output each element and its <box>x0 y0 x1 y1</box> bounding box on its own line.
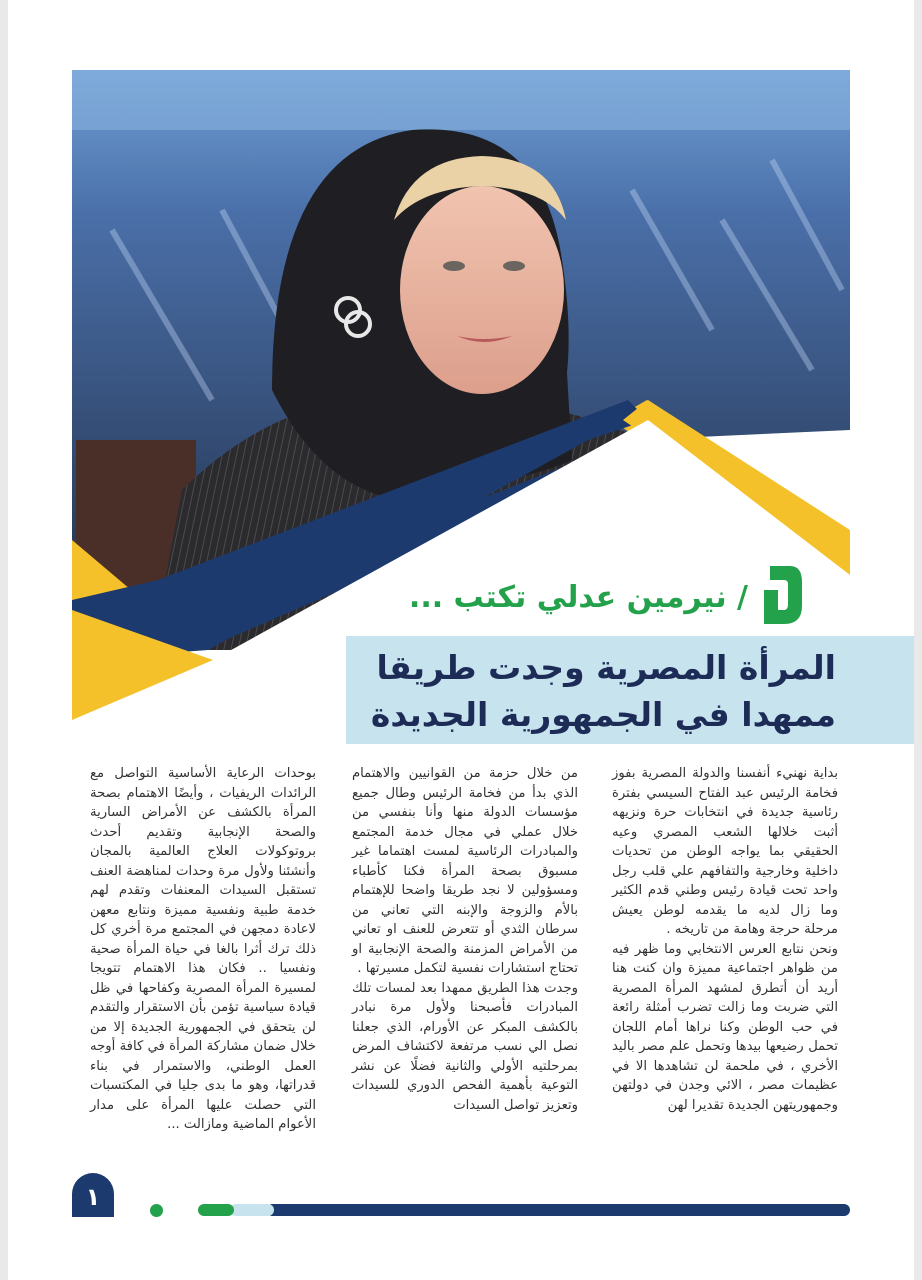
headline-line-1: المرأة المصرية وجدت طريقا <box>376 648 836 687</box>
article-paragraph: ونحن نتابع العرس الانتخابي وما ظهر فيه من ظواهر اجتماعية مميزة وان كنت هنا أريد أن أتطرق لمشهد المرأة المصرية التي ضربت وما زالت تضرب أمثلة رائعة في حب الوطن وكنا نراها أمام اللجان تحمل رضيعها بيدها وتحمل علم مصر باليد الأخري ، في ملحمة لن تشاهدها الا في عظيمات مصر ، الائي وجدن في دولتهن وجمهوريتهن الجديدة تقديرا لهن <box>612 941 838 1113</box>
page-number: ١ <box>72 1173 114 1217</box>
footer-bar-navy <box>266 1204 850 1216</box>
article-column-right <box>612 764 838 1115</box>
magazine-page <box>8 0 914 1280</box>
headline-line-2: ممهدا في الجمهورية الجديدة <box>370 695 836 734</box>
headline-box <box>346 636 914 744</box>
article-column-left <box>90 764 316 1135</box>
footer-bar-light <box>230 1204 274 1216</box>
green-d-logo-icon <box>760 562 804 628</box>
headline <box>366 644 836 738</box>
article-paragraph: من خلال حزمة من القوانيين والاهتمام الذي بدأ من فخامة الرئيس وطال جميع مؤسسات الدولة منها وأنا بنفسي من خلال عملي في مجال خدمة المجتمع والمبادرات الرئاسية لمست اهتماما غير مسبوق بصحة المرأة فكنا كأطباء ومسؤولين لا نجد طريقا واضحا للإهتمام بالأم والزوجة والإبنه التي تعاني من سرطان الثدي أو تتعرض للعنف او تعاني من الأمراض المزمنة والصحة الإنجابية او تحتاج استشارات نفسية لتكمل مسيرتها . <box>352 766 578 976</box>
article-column-middle <box>352 764 578 1115</box>
article-paragraph: وجدت هذا الطريق ممهدا بعد لمسات تلك المبادرات فأصبحنا ولأول مرة نبادر بالكشف المبكر عن الأورام، الذي جعلنا نصل الي نسب مرتفعة لاكتشاف المرض بمرحلتيه الأولي والثانية فضلًا عن نشر التوعية بأهمية الفحص الدوري للسيدات وتعزيز تواصل السيدات <box>352 980 578 1113</box>
author-byline: / نيرمين عدلي تكتب ... <box>408 580 748 615</box>
footer-bar-green <box>198 1204 234 1216</box>
article-paragraph: بداية نهنيء أنفسنا والدولة المصرية بفوز فخامة الرئيس عبد الفتاح السيسي بفترة رئاسية جديدة في انتخابات حرة ونزيهه أثبت خلالها الشعب المصري وعيه الحقيقي بما يواجه الوطن من تحديات داخلية وخارجية والتفافهم علي قلب رجل واحد تحت قيادة رئيس وطني قدم الكثير وما زال لديه ما يقدمه لوطن يعيش مرحلة حرجة وهامة من تاريخه . <box>612 766 838 937</box>
article-paragraph: بوحدات الرعاية الأساسية التواصل مع الرائدات الريفيات ، وأيضًا الاهتمام بصحة المرأة بالكشف عن الأمراض السارية والصحة الإنجابية وتقديم أحدث بروتوكولات العلاج العالمية بالمجان وأنشئنا ولأول مرة وحدات لمناهضة العنف تستقبل السيدات المعنفات وتقدم لهم خدمة طبية ونفسية مميزة ونتابع معهن لاعادة دمجهن في المجتمع مرة أخري كل ذلك ترك أثرا بالغا في حياة المرأة صحية ونفسيا .. فكان هذا الاهتمام تتويجا لمسيرة المرأة المصرية وكفاحها في ظل قيادة سياسية تؤمن بأن الاستقرار والتقدم لن يتحقق في الجمهورية الجديدة إلا من خلال ضمان مشاركة المرأة في كافة أوجه العمل الوطني، والاستمرار في بناء قدراتها، وهو ما بدى جليا في المكتسبات التي حصلت عليها المرأة على مدار الأعوام الماضية ومازالت ... <box>90 766 316 1132</box>
footer-dot <box>150 1204 163 1217</box>
